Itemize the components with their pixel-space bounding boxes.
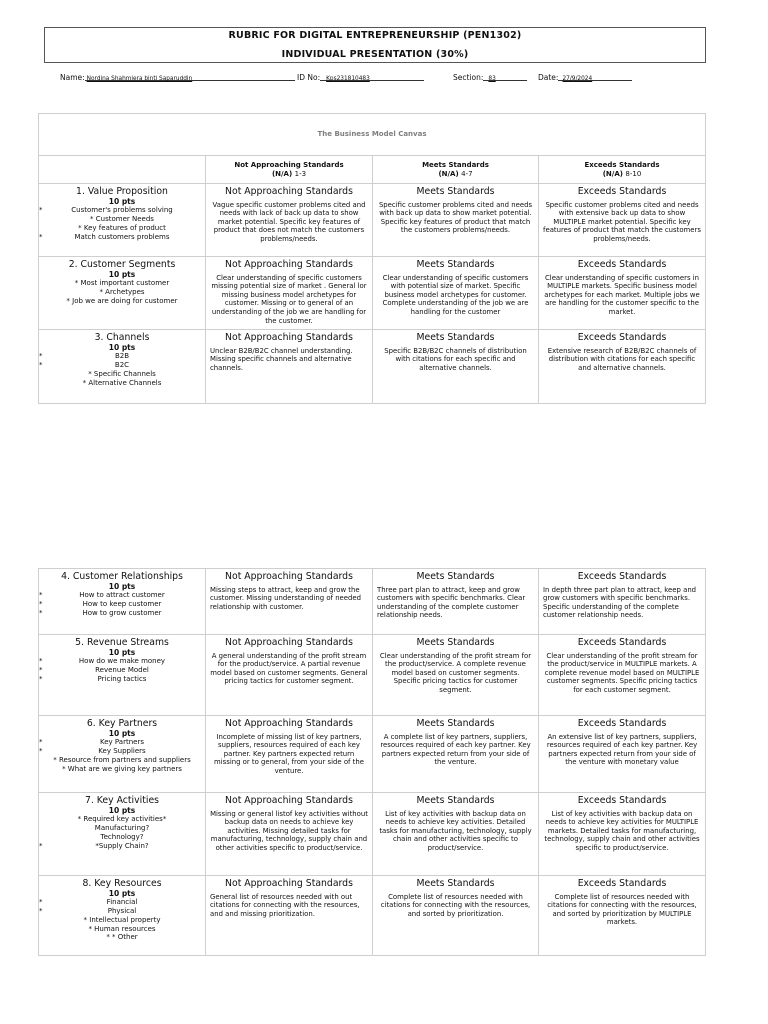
criterion-item	[43, 756, 201, 765]
level-cell	[206, 635, 373, 716]
level-description: An extensive list of key partners, suppliers, resources required of each key partner. Key partners expected return from your side of the venture with monetary value	[546, 732, 698, 767]
rubric-header	[44, 27, 706, 63]
criterion-title: 3. Channels	[94, 332, 150, 343]
level-title: Meets Standards	[416, 186, 495, 197]
level-description: A general understanding of the profit stream for the product/service. A partial revenue model based on customer segments. General pricing tactics for customer segment.	[210, 651, 368, 686]
criterion-row	[39, 257, 706, 330]
level-title: Meets Standards	[416, 571, 495, 582]
level-cell	[206, 876, 373, 956]
criterion-item	[39, 599, 201, 609]
criterion-points: 10 pts	[108, 342, 136, 352]
criterion-item-text: How do we make money	[78, 657, 166, 666]
column-header-row	[39, 156, 706, 184]
criterion-item	[39, 746, 201, 756]
level-description: Clear understanding of specific customers missing potential size of market . General lor missing business model archetypes for customer. Missing or to general of an understanding of the job we are handling for the customer.	[211, 273, 367, 325]
level-title: Exceeds Standards	[577, 186, 667, 197]
criterion-item-text: * Human resources	[88, 924, 156, 933]
level-cell	[373, 876, 539, 956]
level-title: Exceeds Standards	[577, 259, 667, 270]
criterion-item	[39, 360, 201, 370]
criterion-item	[43, 916, 201, 925]
criterion-title: 5. Revenue Streams	[75, 637, 169, 648]
criterion-item	[43, 297, 201, 306]
criterion-item-text: Financial	[106, 898, 138, 907]
level-title: Meets Standards	[416, 637, 495, 648]
criterion-title: 2. Customer Segments	[68, 259, 176, 270]
level-cell	[539, 569, 706, 635]
level-cell	[539, 793, 706, 876]
level-title: Exceeds Standards	[577, 571, 667, 582]
name-value: Nordina Shahmiera binti Saparuddin	[86, 76, 193, 82]
bullet-marker: *	[39, 657, 43, 666]
criterion-item	[39, 738, 201, 747]
level-description: A complete list of key partners, suppliers, resources required of each key partner. Key partners expected return from your side of the venture.	[380, 732, 531, 767]
level-description: Specific customer problems cited and needs with back up data to show market potential. Specific key features of product that match the customers problems/needs.	[378, 200, 533, 235]
criterion-item	[43, 815, 201, 824]
level-cell	[539, 716, 706, 793]
level-description: Missing or general listof key activities without backup data on needs to achieve key activities. Missing detailed tasks for manufacturing, technology, supply chain and other activities specific to product/service.	[210, 809, 368, 852]
criterion-item-text: * Required key activities*	[77, 815, 167, 824]
criterion-item	[43, 370, 201, 379]
criterion-row	[39, 569, 706, 635]
criterion-item-text: * Job we are doing for customer	[66, 296, 178, 305]
criterion-item	[43, 933, 201, 942]
level-title: Meets Standards	[416, 718, 495, 729]
criterion-cell	[39, 635, 206, 716]
column-header-na: (N/A)	[602, 169, 623, 178]
criterion-title: 7. Key Activities	[84, 795, 160, 806]
criterion-item-text: *Supply Chain?	[95, 841, 149, 850]
column-header-title: Not Approaching Standards	[234, 160, 344, 169]
level-title: Meets Standards	[416, 332, 495, 343]
id-field	[297, 73, 424, 82]
criterion-item-text: Key Partners	[99, 738, 144, 747]
level-title: Meets Standards	[416, 878, 495, 889]
column-header-title: Exceeds Standards	[584, 160, 660, 169]
level-description: Clear understanding of the profit stream for the product/service in MULTIPLE markets. A complete revenue model based on MULTIPLE customer segments. Specific pricing tactics for each customer segment.	[544, 651, 700, 694]
criterion-item-text: B2C	[114, 360, 130, 369]
canvas-title-row	[39, 114, 706, 156]
level-title: Exceeds Standards	[577, 332, 667, 343]
criterion-row	[39, 876, 706, 956]
section-field	[453, 73, 527, 82]
column-header-meets	[373, 156, 539, 184]
criterion-item	[39, 906, 201, 916]
level-title: Exceeds Standards	[577, 718, 667, 729]
criterion-item-text: How to attract customer	[79, 591, 165, 600]
bullet-marker: *	[39, 898, 43, 907]
canvas-title: The Business Model Canvas	[39, 114, 706, 156]
bullet-marker: *	[39, 738, 43, 747]
name-field	[60, 73, 295, 82]
column-header-na: (N/A)	[271, 169, 293, 178]
level-cell	[373, 635, 539, 716]
criterion-item-text: Physical	[107, 906, 137, 915]
criterion-item-text: * Intellectual property	[83, 915, 161, 924]
date-label: Date:	[538, 73, 559, 82]
level-description: Specific customer problems cited and needs with extensive back up data to show MULTIPLE market potential. Specific key features of product that match the customers problems/needs.	[543, 200, 701, 243]
criterion-item	[43, 279, 201, 288]
bullet-marker: *	[39, 352, 43, 361]
rubric-table-1	[38, 113, 706, 404]
criterion-item-text: * Specific Channels	[88, 369, 156, 378]
criterion-item-text: * Customer Needs	[90, 214, 154, 223]
level-cell	[539, 635, 706, 716]
criterion-item	[39, 674, 201, 684]
criterion-row	[39, 184, 706, 257]
criterion-cell	[39, 257, 206, 330]
level-description: Missing steps to attract, keep and grow the customer. Missing understanding of needed relationship with customer.	[210, 585, 362, 611]
criterion-item-text: * Most important customer	[74, 279, 170, 288]
level-description: In depth three part plan to attract, keep and grow customers with specific benchmarks. Specific understanding of the complete customer relationship needs.	[543, 585, 697, 620]
criterion-cell	[39, 716, 206, 793]
bullet-marker: *	[39, 746, 43, 755]
level-description: Clear understanding of specific customers in MULTIPLE markets. Specific business model archetypes for each market. Multiple jobs we are handling for the customer specific to the market.	[544, 273, 700, 316]
criterion-item	[43, 224, 201, 233]
level-description: Unclear B2B/B2C channel understanding. Missing specific channels and alternative channels.	[210, 346, 353, 372]
section-value: 83	[488, 76, 496, 82]
level-description: Complete list of resources needed with citations for connecting with the resources, and sorted by prioritization by MULTIPLE markets.	[547, 892, 697, 927]
name-label: Name:	[60, 73, 85, 82]
level-cell	[206, 716, 373, 793]
level-title: Not Approaching Standards	[225, 795, 353, 806]
bullet-marker: *	[39, 906, 43, 915]
criterion-item-text: * Archetypes	[99, 287, 145, 296]
criterion-row	[39, 635, 706, 716]
level-title: Not Approaching Standards	[225, 571, 353, 582]
rubric-table-2	[38, 568, 706, 956]
criterion-title: 1. Value Proposition	[76, 186, 168, 197]
date-field	[538, 73, 632, 82]
criterion-item	[43, 215, 201, 224]
blank-header-cell	[39, 156, 206, 184]
level-title: Not Approaching Standards	[225, 332, 353, 343]
level-description: Clear understanding of the profit stream for the product/service. A complete revenue model based on customer segments. Specific pricing tactics for customer segment.	[379, 651, 532, 694]
bullet-marker: *	[39, 599, 43, 608]
criterion-points: 10 pts	[108, 728, 136, 738]
level-title: Not Approaching Standards	[225, 718, 353, 729]
criterion-points: 10 pts	[108, 647, 136, 657]
criterion-cell	[39, 876, 206, 956]
criterion-item-text: * Key features of product	[78, 223, 166, 232]
column-header-range: 8-10	[625, 169, 642, 178]
level-cell	[373, 330, 539, 404]
criterion-cell	[39, 569, 206, 635]
column-header-range: 1-3	[294, 169, 307, 178]
level-title: Not Approaching Standards	[225, 259, 353, 270]
column-header-exceeds	[539, 156, 706, 184]
criterion-title: 4. Customer Relationships	[61, 571, 183, 582]
level-cell	[539, 184, 706, 257]
level-cell	[373, 716, 539, 793]
criterion-item-text: Revenue Model	[95, 665, 149, 674]
criterion-row	[39, 330, 706, 404]
criterion-points: 10 pts	[108, 269, 136, 279]
criterion-item	[43, 765, 201, 774]
criterion-points: 10 pts	[108, 581, 136, 591]
level-title: Exceeds Standards	[577, 637, 667, 648]
criterion-item	[43, 833, 201, 842]
criterion-item	[39, 206, 201, 215]
level-title: Not Approaching Standards	[225, 878, 353, 889]
level-description: List of key activities with backup data on needs to achieve key activities. Detailed tasks for manufacturing, technology, supply chain and other activities specific to product/service.	[379, 809, 532, 852]
level-cell	[373, 569, 539, 635]
criterion-row	[39, 793, 706, 876]
bullet-marker: *	[39, 841, 43, 850]
level-cell	[206, 569, 373, 635]
criterion-title: 8. Key Resources	[82, 878, 162, 889]
criterion-item-text: * What are we giving key partners	[62, 764, 182, 773]
criterion-item	[43, 379, 201, 388]
rubric-title: RUBRIC FOR DIGITAL ENTREPRENEURSHIP (PEN1302)	[228, 30, 522, 41]
criterion-item-text: How to keep customer	[82, 599, 162, 608]
criterion-item	[39, 352, 201, 361]
criterion-item-text: Pricing tactics	[97, 674, 147, 683]
criterion-item-text: Technology?	[100, 832, 144, 841]
level-description: Specific B2B/B2C channels of distribution with citations for each specific and alternative channels.	[384, 346, 527, 372]
criterion-item	[43, 925, 201, 934]
criterion-item-text: How to grow customer	[82, 608, 162, 617]
level-title: Meets Standards	[416, 795, 495, 806]
level-cell	[206, 330, 373, 404]
level-title: Meets Standards	[416, 259, 495, 270]
criterion-points: 10 pts	[108, 805, 136, 815]
criterion-item	[39, 608, 201, 618]
level-description: Incomplete of missing list of key partners, suppliers, resources required of each key partner. Key partners expected return missing or to general, from your side of the venture.	[214, 732, 364, 775]
criterion-item-text: Match customers problems	[74, 232, 170, 241]
level-description: Vague specific customer problems cited and needs with lack of back up data to show market potential. Specific key features of product that does not match the customers problems/needs.	[212, 200, 366, 243]
criterion-points: 10 pts	[108, 888, 136, 898]
criterion-item-text: * Alternative Channels	[82, 378, 162, 387]
level-description: Extensive research of B2B/B2C channels of distribution with citations for each specific and alternative channels.	[547, 346, 697, 372]
column-header-not-approaching	[206, 156, 373, 184]
date-value: 27/9/2024	[562, 76, 593, 82]
level-cell	[539, 257, 706, 330]
bullet-marker: *	[39, 206, 43, 215]
criterion-item	[39, 898, 201, 907]
level-cell	[373, 184, 539, 257]
level-description: Clear understanding of specific customers with potential size of market. Specific business model archetypes for customer. Complete understanding of the job we are handling for the customer	[382, 273, 529, 316]
criterion-item-text: B2B	[114, 352, 130, 361]
column-header-title: Meets Standards	[422, 160, 489, 169]
rubric-subtitle: INDIVIDUAL PRESENTATION (30%)	[281, 49, 469, 60]
bullet-marker: *	[39, 232, 43, 241]
level-cell	[539, 330, 706, 404]
bullet-marker: *	[39, 360, 43, 369]
criterion-cell	[39, 793, 206, 876]
bullet-marker: *	[39, 591, 43, 600]
level-title: Exceeds Standards	[577, 795, 667, 806]
level-description: Complete list of resources needed with citations for connecting with the resources, and sorted by prioritization.	[380, 892, 531, 918]
criterion-item	[39, 591, 201, 600]
criterion-item	[39, 232, 201, 242]
criterion-item	[43, 824, 201, 833]
criterion-cell	[39, 184, 206, 257]
criterion-points: 10 pts	[108, 196, 136, 206]
level-title: Exceeds Standards	[577, 878, 667, 889]
column-header-range: 4-7	[461, 169, 473, 178]
criterion-title: 6. Key Partners	[86, 718, 158, 729]
level-description: Three part plan to attract, keep and grow customers with specific benchmarks. Clear understanding of the complete customer relationship needs.	[377, 585, 526, 620]
level-title: Not Approaching Standards	[225, 186, 353, 197]
criterion-item-text: * Resource from partners and suppliers	[53, 755, 191, 764]
level-description: List of key activities with backup data on needs to achieve key activities for MULTIPLE markets. Detailed tasks for manufacturing, technology, supply chain and other activities specific to product/service.	[544, 809, 700, 852]
level-cell	[539, 876, 706, 956]
level-description: General list of resources needed with out citations for connecting with the resources, and and missing prioritization.	[210, 892, 360, 918]
bullet-marker: *	[39, 608, 43, 617]
level-cell	[206, 793, 373, 876]
criterion-item-text: Manufacturing?	[94, 823, 150, 832]
level-cell	[206, 257, 373, 330]
criterion-item	[39, 841, 201, 851]
id-label: ID No:	[297, 73, 321, 82]
level-cell	[206, 184, 373, 257]
criterion-item	[39, 665, 201, 675]
criterion-item	[43, 288, 201, 297]
bullet-marker: *	[39, 674, 43, 683]
section-label: Section:	[453, 73, 484, 82]
criterion-row	[39, 716, 706, 793]
level-cell	[373, 257, 539, 330]
criterion-cell	[39, 330, 206, 404]
criterion-item-text: Key Suppliers	[98, 746, 146, 755]
criterion-item-text: Customer's problems solving	[71, 206, 173, 215]
bullet-marker: *	[39, 665, 43, 674]
id-value: Kps231810483	[326, 76, 370, 82]
level-title: Not Approaching Standards	[225, 637, 353, 648]
criterion-item	[39, 657, 201, 666]
column-header-na: (N/A)	[438, 169, 459, 178]
level-cell	[373, 793, 539, 876]
criterion-item-text: * * Other	[106, 933, 138, 942]
